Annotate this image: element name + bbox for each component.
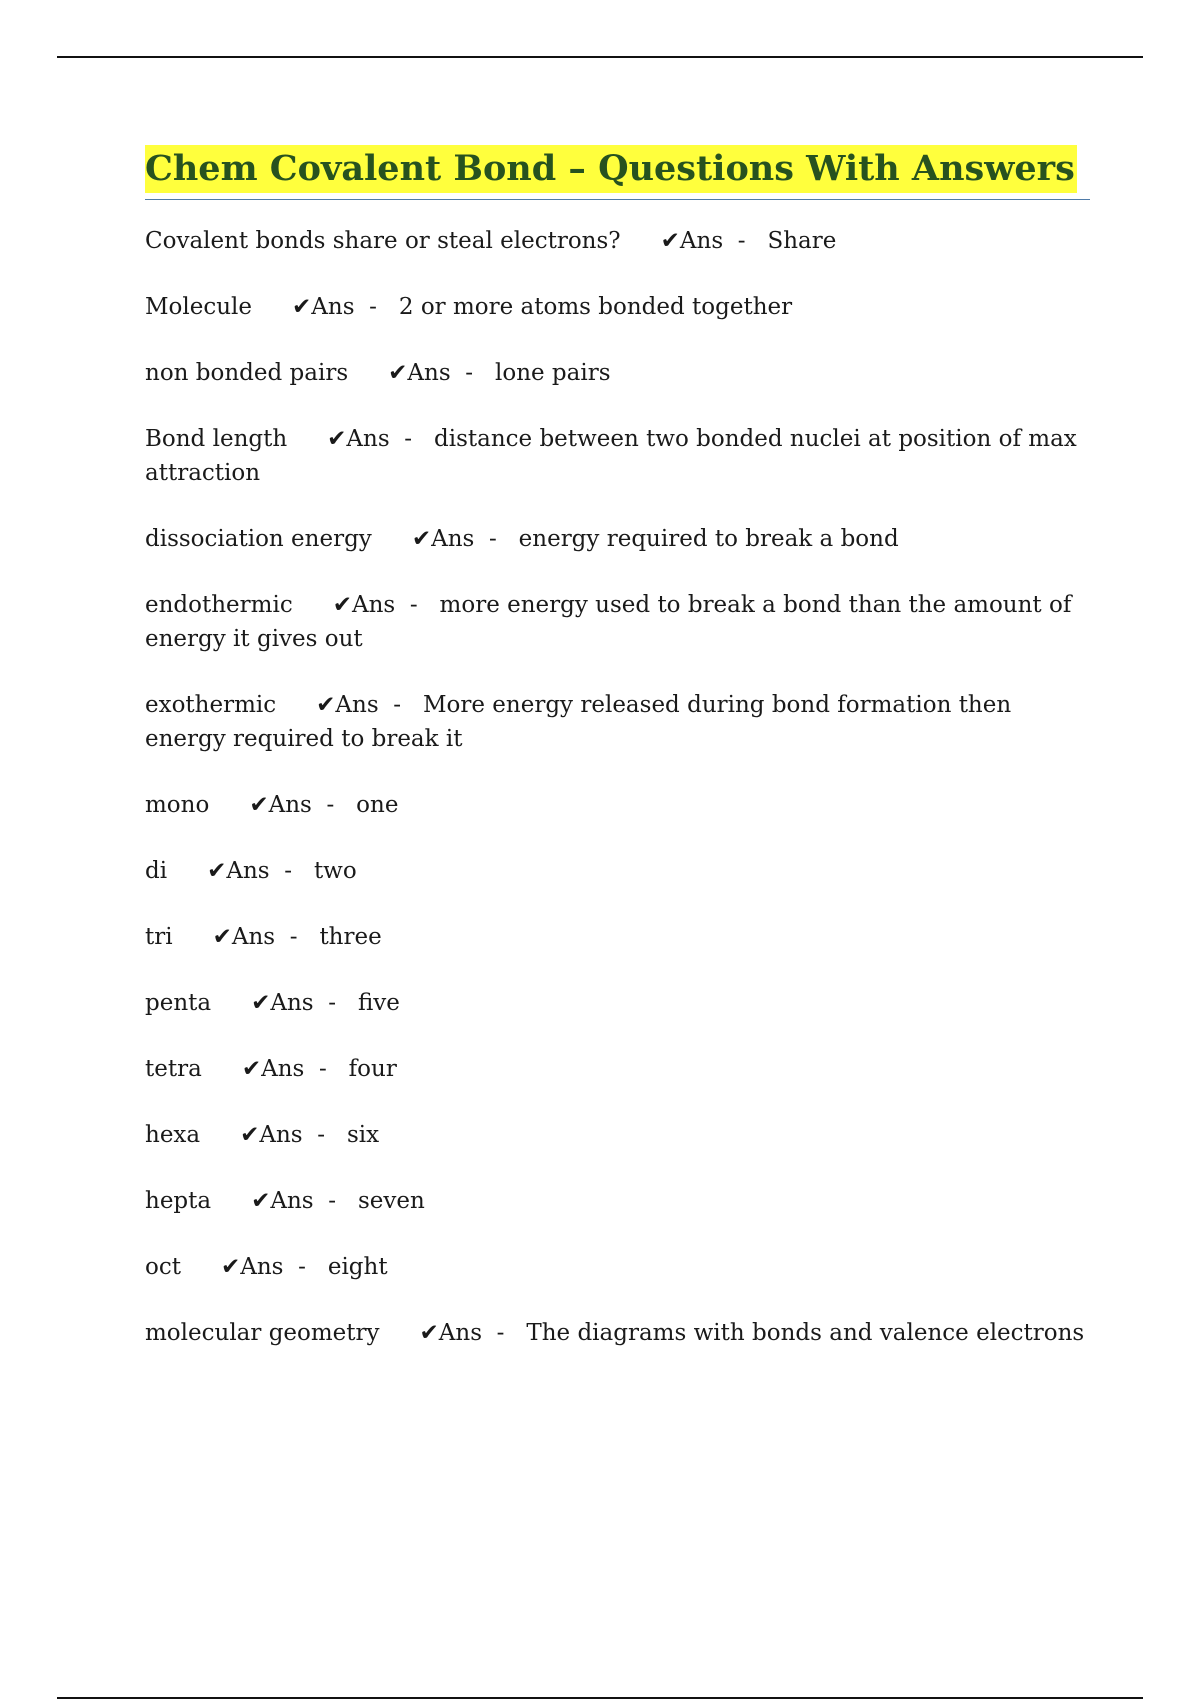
- answer-marker: ✔Ans: [251, 1188, 314, 1214]
- qa-item: [145, 356, 1090, 390]
- answer-marker: ✔Ans: [316, 692, 379, 718]
- question-text: di: [145, 858, 168, 884]
- answer-separator: -: [289, 924, 298, 950]
- answer-separator: -: [409, 592, 418, 618]
- answer-marker: ✔Ans: [292, 294, 355, 320]
- answer-separator: -: [737, 228, 746, 254]
- answer-text: five: [357, 990, 400, 1016]
- answer-marker: ✔Ans: [249, 792, 312, 818]
- question-text: hexa: [145, 1122, 201, 1148]
- question-text: Bond length: [145, 426, 288, 452]
- qa-item: [145, 1052, 1090, 1086]
- qa-item: [145, 788, 1090, 822]
- answer-separator: -: [318, 1056, 327, 1082]
- question-text: Molecule: [145, 294, 253, 320]
- answer-text: four: [348, 1056, 397, 1082]
- answer-text: The diagrams with bonds and valence electrons: [526, 1320, 1085, 1346]
- answer-separator: -: [404, 426, 413, 452]
- title-block: [145, 145, 1090, 200]
- qa-item: [145, 1184, 1090, 1218]
- answer-text: energy required to break a bond: [518, 526, 899, 552]
- page-top-rule: [57, 56, 1143, 58]
- question-text: mono: [145, 792, 210, 818]
- answer-text: eight: [327, 1254, 388, 1280]
- answer-marker: ✔Ans: [327, 426, 390, 452]
- question-text: oct: [145, 1254, 181, 1280]
- qa-item: [145, 588, 1090, 656]
- qa-item: [145, 920, 1090, 954]
- qa-item: [145, 854, 1090, 888]
- answer-separator: -: [298, 1254, 306, 1280]
- answer-marker: ✔Ans: [332, 592, 396, 618]
- answer-marker: ✔Ans: [220, 1254, 284, 1280]
- answer-text: More energy released during bond formation then energy required to break it: [145, 692, 1012, 752]
- question-text: tri: [145, 924, 173, 950]
- question-text: tetra: [145, 1056, 202, 1082]
- answer-marker: ✔Ans: [212, 924, 276, 950]
- answer-text: three: [319, 924, 382, 950]
- answer-marker: ✔Ans: [388, 360, 451, 386]
- document-body: [145, 145, 1090, 1382]
- qa-list: [145, 224, 1090, 1350]
- answer-text: 2 or more atoms bonded together: [398, 294, 793, 320]
- qa-item: [145, 688, 1090, 756]
- qa-item: [145, 422, 1090, 490]
- qa-item: [145, 986, 1090, 1020]
- question-text: Covalent bonds share or steal electrons?: [145, 228, 621, 254]
- qa-item: [145, 290, 1090, 324]
- answer-marker: ✔Ans: [241, 1056, 305, 1082]
- question-text: molecular geometry: [145, 1320, 380, 1346]
- answer-text: six: [346, 1122, 380, 1148]
- answer-separator: -: [328, 990, 337, 1016]
- question-text: exothermic: [145, 692, 277, 718]
- answer-text: lone pairs: [494, 360, 611, 386]
- answer-text: two: [313, 858, 357, 884]
- qa-item: [145, 522, 1090, 556]
- answer-text: seven: [357, 1188, 425, 1214]
- qa-item: [145, 1250, 1090, 1284]
- question-text: non bonded pairs: [145, 360, 349, 386]
- answer-marker: ✔Ans: [660, 228, 724, 254]
- answer-marker: ✔Ans: [207, 858, 270, 884]
- answer-separator: -: [326, 792, 335, 818]
- answer-text: Share: [767, 228, 837, 254]
- answer-separator: -: [328, 1188, 337, 1214]
- question-text: hepta: [145, 1188, 212, 1214]
- answer-marker: ✔Ans: [419, 1320, 483, 1346]
- answer-text: distance between two bonded nuclei at position of max attraction: [145, 426, 1077, 486]
- qa-item: [145, 224, 1090, 258]
- qa-item: [145, 1316, 1090, 1350]
- question-text: endothermic: [145, 592, 293, 618]
- answer-separator: -: [317, 1122, 326, 1148]
- answer-separator: -: [284, 858, 292, 884]
- answer-text: one: [356, 792, 399, 818]
- answer-separator: -: [465, 360, 474, 386]
- page-bottom-rule: [57, 1697, 1143, 1699]
- answer-marker: ✔Ans: [411, 526, 475, 552]
- qa-item: [145, 1118, 1090, 1152]
- answer-separator: -: [496, 1320, 505, 1346]
- answer-marker: ✔Ans: [251, 990, 314, 1016]
- answer-separator: -: [488, 526, 497, 552]
- answer-separator: -: [393, 692, 402, 718]
- answer-text: more energy used to break a bond than the amount of energy it gives out: [145, 592, 1072, 652]
- question-text: dissociation energy: [145, 526, 372, 552]
- answer-separator: -: [369, 294, 377, 320]
- document-title: Chem Covalent Bond – Questions With Answers: [145, 145, 1077, 193]
- answer-marker: ✔Ans: [240, 1122, 303, 1148]
- question-text: penta: [145, 990, 212, 1016]
